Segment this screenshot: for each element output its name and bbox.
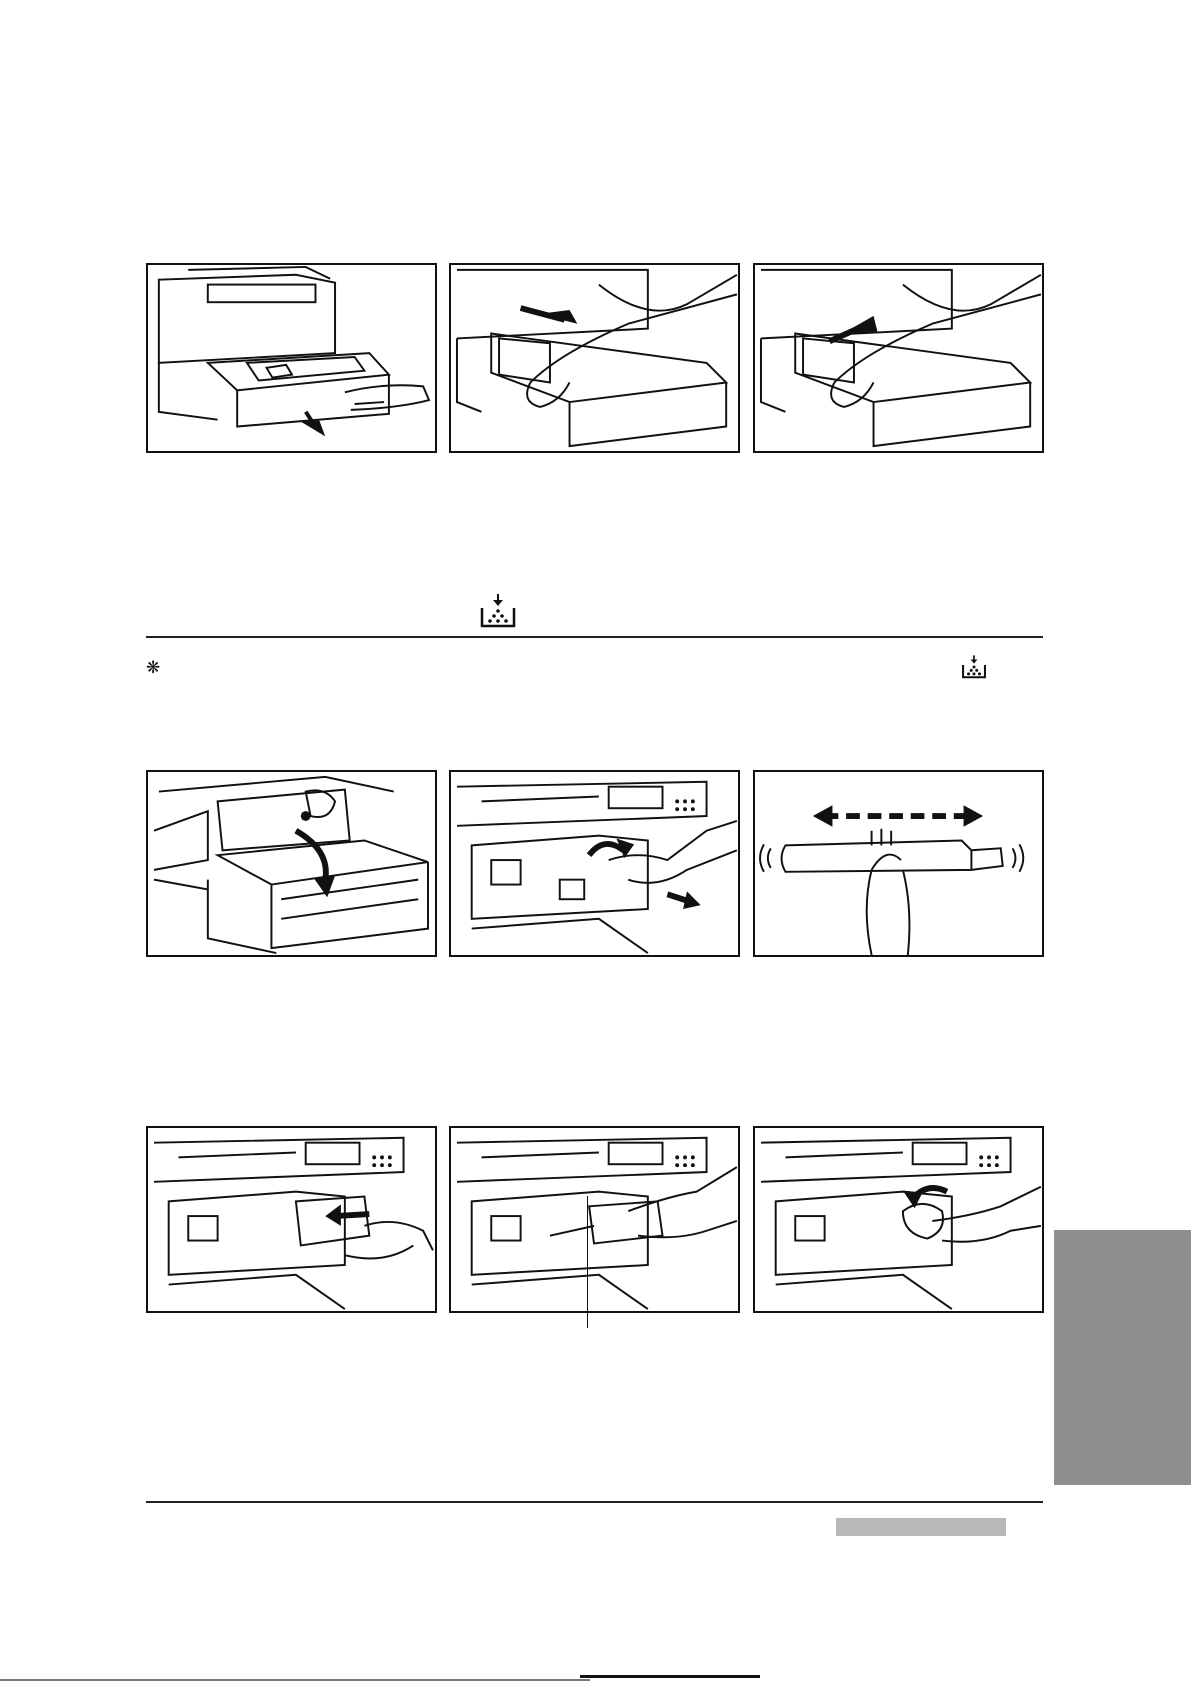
figure-insert-toner-cartridge <box>146 1126 437 1313</box>
scan-edge-mark <box>580 1675 760 1678</box>
toner-add-icon <box>961 654 987 680</box>
footer-rule <box>146 1501 1043 1503</box>
note-toner-icon <box>961 654 987 680</box>
shake-toner-bottle-illustration <box>755 772 1042 955</box>
remove-toner-cartridge-illustration <box>451 772 738 955</box>
drawer-guide-push-illustration <box>755 265 1042 451</box>
toner-add-icon <box>479 592 517 630</box>
drawer-pull-out-illustration <box>148 265 435 451</box>
toner-section-icon <box>479 592 517 630</box>
figure-drawer-guide-push <box>753 263 1044 453</box>
note-marker: ❋ <box>146 658 161 677</box>
open-front-door-illustration <box>148 772 435 955</box>
figure-drawer-pull-out <box>146 263 437 453</box>
figure-lock-cartridge <box>753 1126 1044 1313</box>
figure-remove-toner-cartridge <box>449 770 740 957</box>
figure-remove-seal <box>449 1126 740 1313</box>
chapter-tab <box>1054 1230 1191 1485</box>
insert-toner-cartridge-illustration <box>148 1128 435 1311</box>
figure-open-front-door <box>146 770 437 957</box>
callout-line <box>587 1196 588 1328</box>
figure-shake-toner-bottle <box>753 770 1044 957</box>
footer-bar <box>836 1518 1006 1536</box>
remove-seal-illustration <box>451 1128 738 1311</box>
section-divider <box>146 636 1043 638</box>
figure-drawer-guide-release <box>449 263 740 453</box>
scan-edge-line <box>0 1679 590 1681</box>
drawer-guide-release-illustration <box>451 265 738 451</box>
lock-cartridge-illustration <box>755 1128 1042 1311</box>
